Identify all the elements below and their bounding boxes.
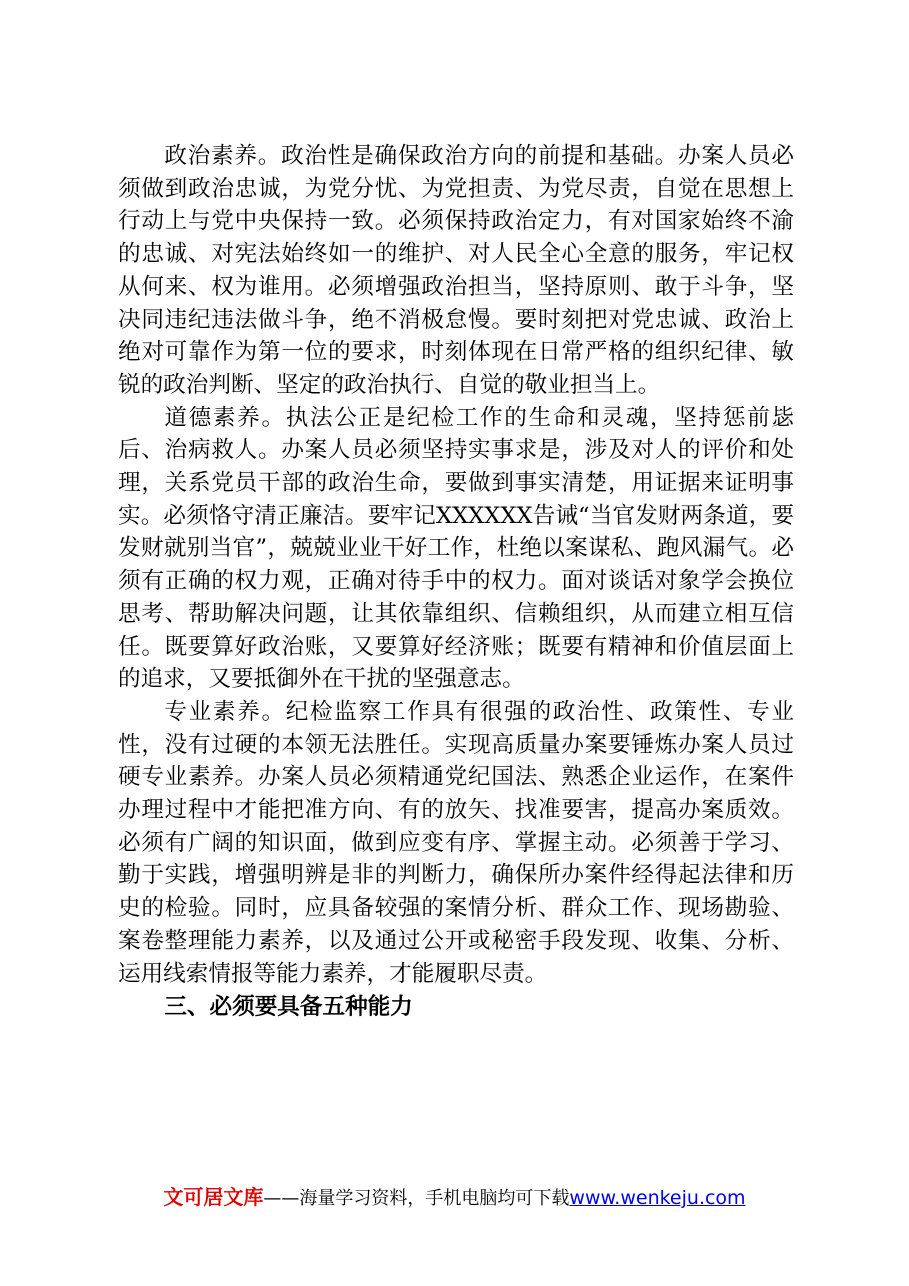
document-body bbox=[118, 140, 794, 1024]
footer-tagline: ——海量学习资料，手机电脑均可下载 bbox=[263, 1188, 570, 1209]
paragraph-professional-literacy: 专业素养。纪检监察工作具有很强的政治性、政策性、专业性，没有过硬的本领无法胜任。实现高质量办案要锤炼办案人员过硬专业素养。办案人员必须精通党纪国法、熟悉企业运作，在案件办理过程中才能把准方向、有的放矢、找准要害，提高办案质效。必须有广阔的知识面，做到应变有序、掌握主动。必须善于学习、勤于实践，增强明辨是非的判断力，确保所办案件经得起法律和历史的检验。同时，应具备较强的案情分析、群众工作、现场勘验、案卷整理能力素养，以及通过公开或秘密手段发现、收集、分析、运用线索情报等能力素养，才能履职尽责。 bbox=[118, 698, 794, 987]
paragraph-political-literacy: 政治素养。政治性是确保政治方向的前提和基础。办案人员必须做到政治忠诚，为党分忧、为党担责、为党尽责，自觉在思想上行动上与党中央保持一致。必须保持政治定力，有对国家始终不渝的忠诚、对宪法始终如一的维护、对人民全心全意的服务，牢记权从何来、权为谁用。必须增强政治担当，坚持原则、敢于斗争，坚决同违纪违法做斗争，绝不消极怠慢。要时刻把对党忠诚、政治上绝对可靠作为第一位的要求，时刻体现在日常严格的组织纪律、敏锐的政治判断、坚定的政治执行、自觉的敬业担当上。 bbox=[118, 143, 794, 398]
section-heading: 三、必须要具备五种能力 bbox=[164, 994, 413, 1021]
footer-site-link[interactable]: www.wenkeju.com bbox=[569, 1187, 746, 1209]
footer-brand: 文可居文库 bbox=[163, 1185, 264, 1209]
footer-banner bbox=[0, 1184, 909, 1212]
paragraph-moral-literacy: 道德素养。执法公正是纪检工作的生命和灵魂，坚持惩前毖后、治病救人。办案人员必须坚持实事求是，涉及对人的评价和处理，关系党员干部的政治生命，要做到事实清楚，用证据来证明事实。必须恪守清正廉洁。要牢记XXXXXX告诫“当官发财两条道，要发财就别当官”，兢兢业业干好工作，杜绝以案谋私、跑风漏气。必须有正确的权力观，正确对待手中的权力。面对谈话对象学会换位思考、帮助解决问题，让其依靠组织、信赖组织，从而建立相互信任。既要算好政治账，又要算好经济账；既要有精神和价值层面上的追求，又要抵御外在干扰的坚强意志。 bbox=[118, 404, 794, 693]
